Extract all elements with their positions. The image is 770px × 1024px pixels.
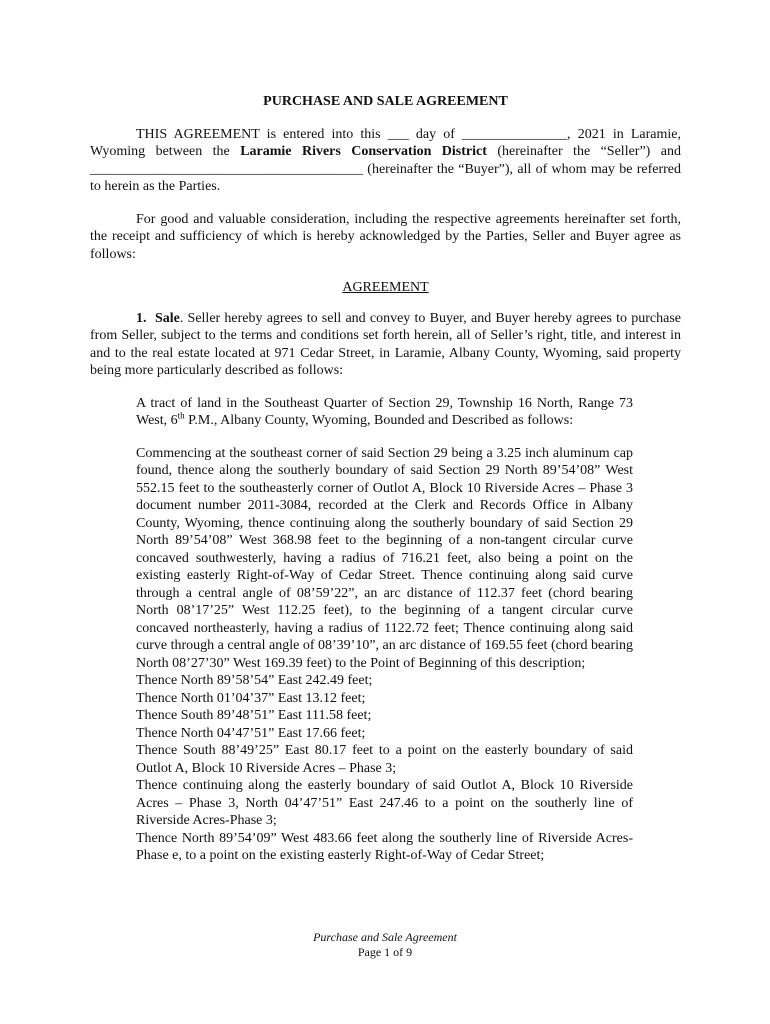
boundary-description	[136, 445, 633, 865]
consideration-paragraph: For good and valuable consideration, including the respective agreements hereinafter set forth, the receipt and sufficiency of which is hereby acknowledged by the Parties, Seller and Buyer agree as follows:	[90, 211, 681, 262]
document-body	[90, 93, 681, 865]
tract-text-1: A tract of land in the Southeast Quarter of Section 29, Township 16 North, Range 73 West, 6	[136, 395, 633, 428]
footer-title: Purchase and Sale Agreement	[313, 930, 457, 944]
commencing-paragraph: Commencing at the southeast corner of said Section 29 being a 3.25 inch aluminum cap found, thence along the southerly boundary of said Section 29 North 89’54’08” West 552.15 feet to the southeasterly corner of Outlot A, Block 10 Riverside Acres – Phase 3 document number 2011-3084, recorded at the Clerk and Records Office in Albany County, Wyoming, thence continuing along the southerly boundary of said Section 29 North 89’54’08” West 368.98 feet to the beginning of a non-tangent circular curve concaved southwesterly, having a radius of 716.21 feet, also being a point on the existing easterly Right-of-Way of Cedar Street. Thence continuing along said curve through a central angle of 08’59’22”, an arc distance of 112.37 feet (chord bearing North 08’17’25” West 112.25 feet), to the beginning of a tangent circular curve concaved northeasterly, having a radius of 1122.72 feet; Thence continuing along said curve through a central angle of 08’39’10”, an arc distance of 169.55 feet (chord bearing North 08’27’30” West 169.39 feet) to the Point of Beginning of this description;	[136, 445, 633, 671]
section-1-title: Sale	[154, 310, 180, 326]
call-line: Thence North 01’04’37” East 13.12 feet;	[136, 690, 366, 706]
call-line: Thence continuing along the easterly boundary of said Outlot A, Block 10 Riverside Acres – Phase 3, North 04’47’51” East 247.46 to a point on the southerly line of Riverside Acres-Phase 3;	[136, 778, 633, 828]
section-1-paragraph	[90, 310, 681, 380]
call-line: Thence North 89’54’09” West 483.66 feet along the southerly line of Riverside Acres-Phase e, to a point on the existing easterly Right-of-Way of Cedar Street;	[136, 830, 633, 863]
intro-text-1: THIS AGREEMENT is entered into this ___ day of _______________, 2021 in Laramie, Wyoming between the	[90, 126, 681, 159]
legal-description-block	[136, 395, 633, 865]
call-line: Thence North 89’58’54” East 242.49 feet;	[136, 673, 373, 688]
section-1-text: . Seller hereby agrees to sell and convey to Buyer, and Buyer hereby agrees to purchase from Seller, subject to the terms and conditions set forth herein, all of Seller’s right, title, and interest in and to the real estate located at 971 Cedar Street, in Laramie, Albany County, Wyoming, said property being more particularly described as follows:	[90, 310, 681, 378]
intro-paragraph	[90, 126, 681, 196]
page-number: Page 1 of 9	[357, 945, 413, 959]
page-footer	[0, 930, 770, 960]
document-title: PURCHASE AND SALE AGREEMENT	[263, 94, 508, 109]
tract-text-2: P.M., Albany County, Wyoming, Bounded and Described as follows:	[184, 413, 574, 428]
call-line: Thence North 04’47’51” East 17.66 feet;	[136, 725, 366, 741]
seller-name: Laramie Rivers Conservation District	[240, 144, 487, 159]
tract-sup: th	[177, 410, 185, 421]
call-line: Thence South 88’49’25” East 80.17 feet to a point on the easterly boundary of said Outlot A, Block 10 Riverside Acres – Phase 3;	[136, 743, 633, 776]
agreement-heading: AGREEMENT	[342, 280, 429, 295]
section-1-number: 1.	[136, 310, 147, 326]
tract-paragraph	[136, 395, 633, 430]
intro-text-2: (hereinafter the “Seller”) and _______________________________________ (hereinafter the “Buyer”), all of whom may be referred to herein as the Parties.	[90, 144, 681, 194]
call-line: Thence South 89’48’51” East 111.58 feet;	[136, 708, 372, 723]
